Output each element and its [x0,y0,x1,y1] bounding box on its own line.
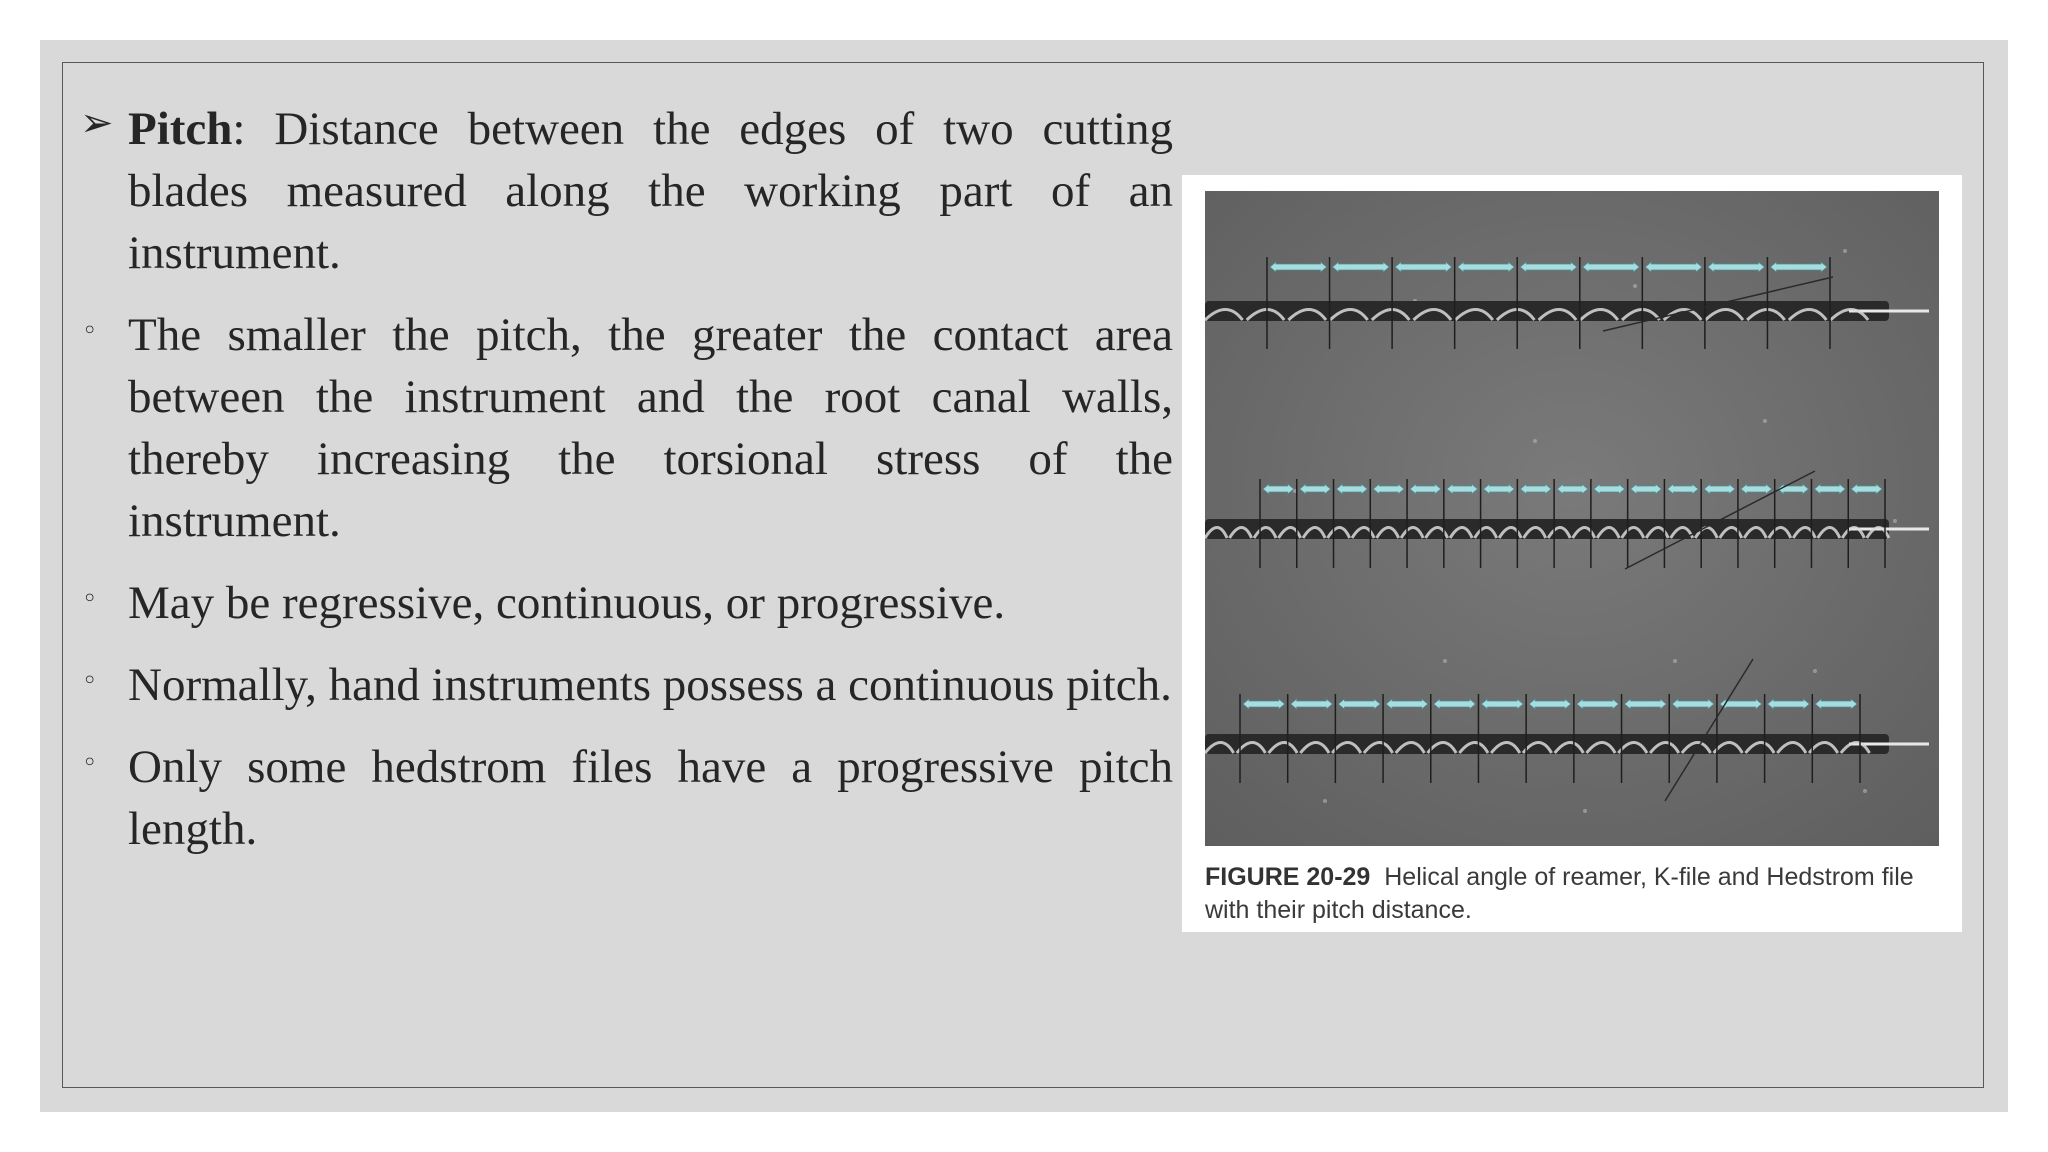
figure-caption-text: Helical angle of reamer, K-file and Hedstrom file with their pitch distance. [1205,863,1914,924]
bullet-text: The smaller the pitch, the greater the contact area between the instrument and the root canal walls, thereby increasing the torsional stress of the instrument. [128,309,1173,547]
figure-caption [1205,861,1945,927]
pitch-term: Pitch [128,103,233,155]
figure-label: FIGURE 20-29 [1205,863,1371,891]
circle-bullet-icon: ◦ [82,748,98,778]
figure [1182,175,1962,932]
circle-bullet-icon: ◦ [82,584,98,614]
pitch-definition-text: : Distance between the edges of two cutting blades measured along the working part of an instrument. [128,103,1173,279]
bullet-item [80,654,1173,716]
slide [40,40,2008,1112]
bullet-item [80,304,1173,552]
bullet-item [80,736,1173,860]
bullet-text: Normally, hand instruments possess a continuous pitch. [128,659,1172,711]
circle-bullet-icon: ◦ [82,316,98,346]
files-illustration [1205,191,1939,846]
bullet-text: May be regressive, continuous, or progressive. [128,577,1006,629]
bullet-text: Only some hedstrom files have a progressive pitch length. [128,741,1173,855]
bullet-list [80,98,1173,860]
endodontic-files-photo [1205,191,1939,846]
circle-bullet-icon: ◦ [82,666,98,696]
pitch-definition [80,98,1173,284]
arrow-bullet-icon: ➢ [80,100,114,146]
bullet-item [80,572,1173,634]
